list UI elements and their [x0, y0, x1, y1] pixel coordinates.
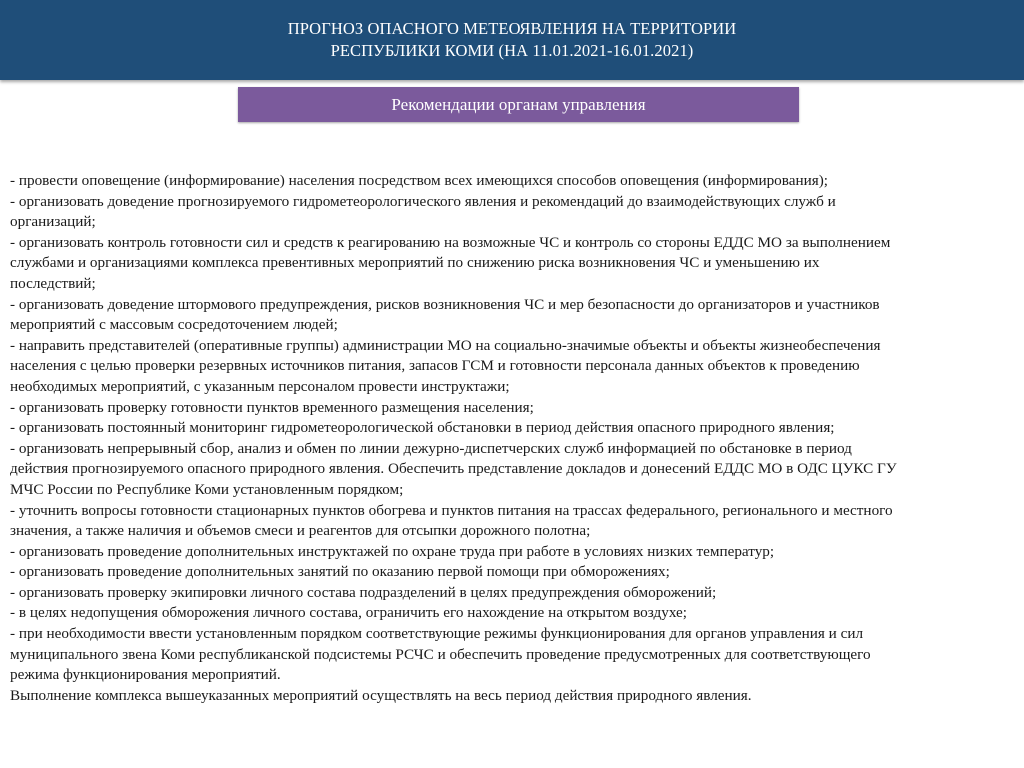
text-line: - организовать проверку экипировки личного состава подразделений в целях предупреждения обморожений; [10, 583, 717, 601]
text-line: МЧС России по Республике Коми установленным порядком; [10, 480, 404, 498]
text-line: последствий; [10, 274, 96, 292]
text-line: необходимых мероприятий, с указанным персоналом провести инструктажи; [10, 377, 510, 395]
text-line: - уточнить вопросы готовности стационарных пунктов обогрева и пунктов питания на трассах федерального, регионального и местного [10, 501, 893, 519]
header-banner [0, 0, 1024, 80]
page-title-line-2: РЕСПУБЛИКИ КОМИ (НА 11.01.2021-16.01.2021) [330, 41, 694, 60]
text-line: - организовать постоянный мониторинг гидрометеорологической обстановки в период действия опасного природного явления; [10, 419, 835, 437]
text-line: - провести оповещение (информирование) населения посредством всех имеющихся способов оповещения (информирования); [10, 172, 829, 189]
text-line: - организовать непрерывный сбор, анализ и обмен по линии дежурно-диспетчерских служб информацией по обстановке в период [10, 439, 852, 457]
text-line: организаций; [10, 213, 96, 231]
text-line: - направить представителей (оперативные группы) администрации МО на социально-значимые объекты и объекты жизнеобеспечения [10, 336, 881, 354]
text-line: режима функционирования мероприятий. [10, 666, 281, 684]
text-line: - организовать проведение дополнительных занятий по оказанию первой помощи при обморожениях; [10, 563, 670, 581]
section-subtitle: Рекомендации органам управления [238, 87, 799, 122]
text-line: службами и организациями комплекса превентивных мероприятий по снижению риска возникновения ЧС и уменьшению их [10, 254, 820, 272]
text-line: действия прогнозируемого опасного природного явления. Обеспечить представление докладов и донесений ЕДДС МО в ОДС ЦУКС ГУ [10, 460, 897, 478]
text-line: значения, а также наличия и объемов смеси и реагентов для отсыпки дорожного полотна; [10, 522, 591, 540]
text-line: муниципального звена Коми республиканской подсистемы РСЧС и обеспечить проведение предусмотренных для соответствующего [10, 645, 871, 663]
text-line: - при необходимости ввести установленным порядком соответствующие режимы функционирования для органов управления и сил [10, 625, 864, 643]
text-line: - организовать контроль готовности сил и средств к реагированию на возможные ЧС и контроль со стороны ЕДДС МО за выполнением [10, 233, 891, 251]
text-line: мероприятий с массовым сосредоточением людей; [10, 316, 338, 334]
text-line: Выполнение комплекса вышеуказанных мероприятий осуществлять на весь период действия природного явления. [10, 686, 752, 704]
text-line: - в целях недопущения обморожения личного состава, ограничить его нахождение на открытом воздухе; [10, 604, 687, 622]
text-line: - организовать проведение дополнительных инструктажей по охране труда при работе в условиях низких температур; [10, 542, 775, 560]
text-line: - организовать доведение штормового предупреждения, рисков возникновения ЧС и мер безопасности до организаторов и участников [10, 295, 880, 313]
text-line: - организовать проверку готовности пунктов временного размещения населения; [10, 398, 534, 416]
recommendations-text [10, 171, 1014, 706]
page-title-line-1: ПРОГНОЗ ОПАСНОГО МЕТЕОЯВЛЕНИЯ НА ТЕРРИТОРИИ [287, 19, 737, 38]
text-line: населения с целью проверки резервных источников питания, запасов ГСМ и готовности персонала данных объектов к проведению [10, 357, 860, 375]
text-line: - организовать доведение прогнозируемого гидрометеорологического явления и рекомендаций до взаимодействующих служб и [10, 192, 836, 210]
